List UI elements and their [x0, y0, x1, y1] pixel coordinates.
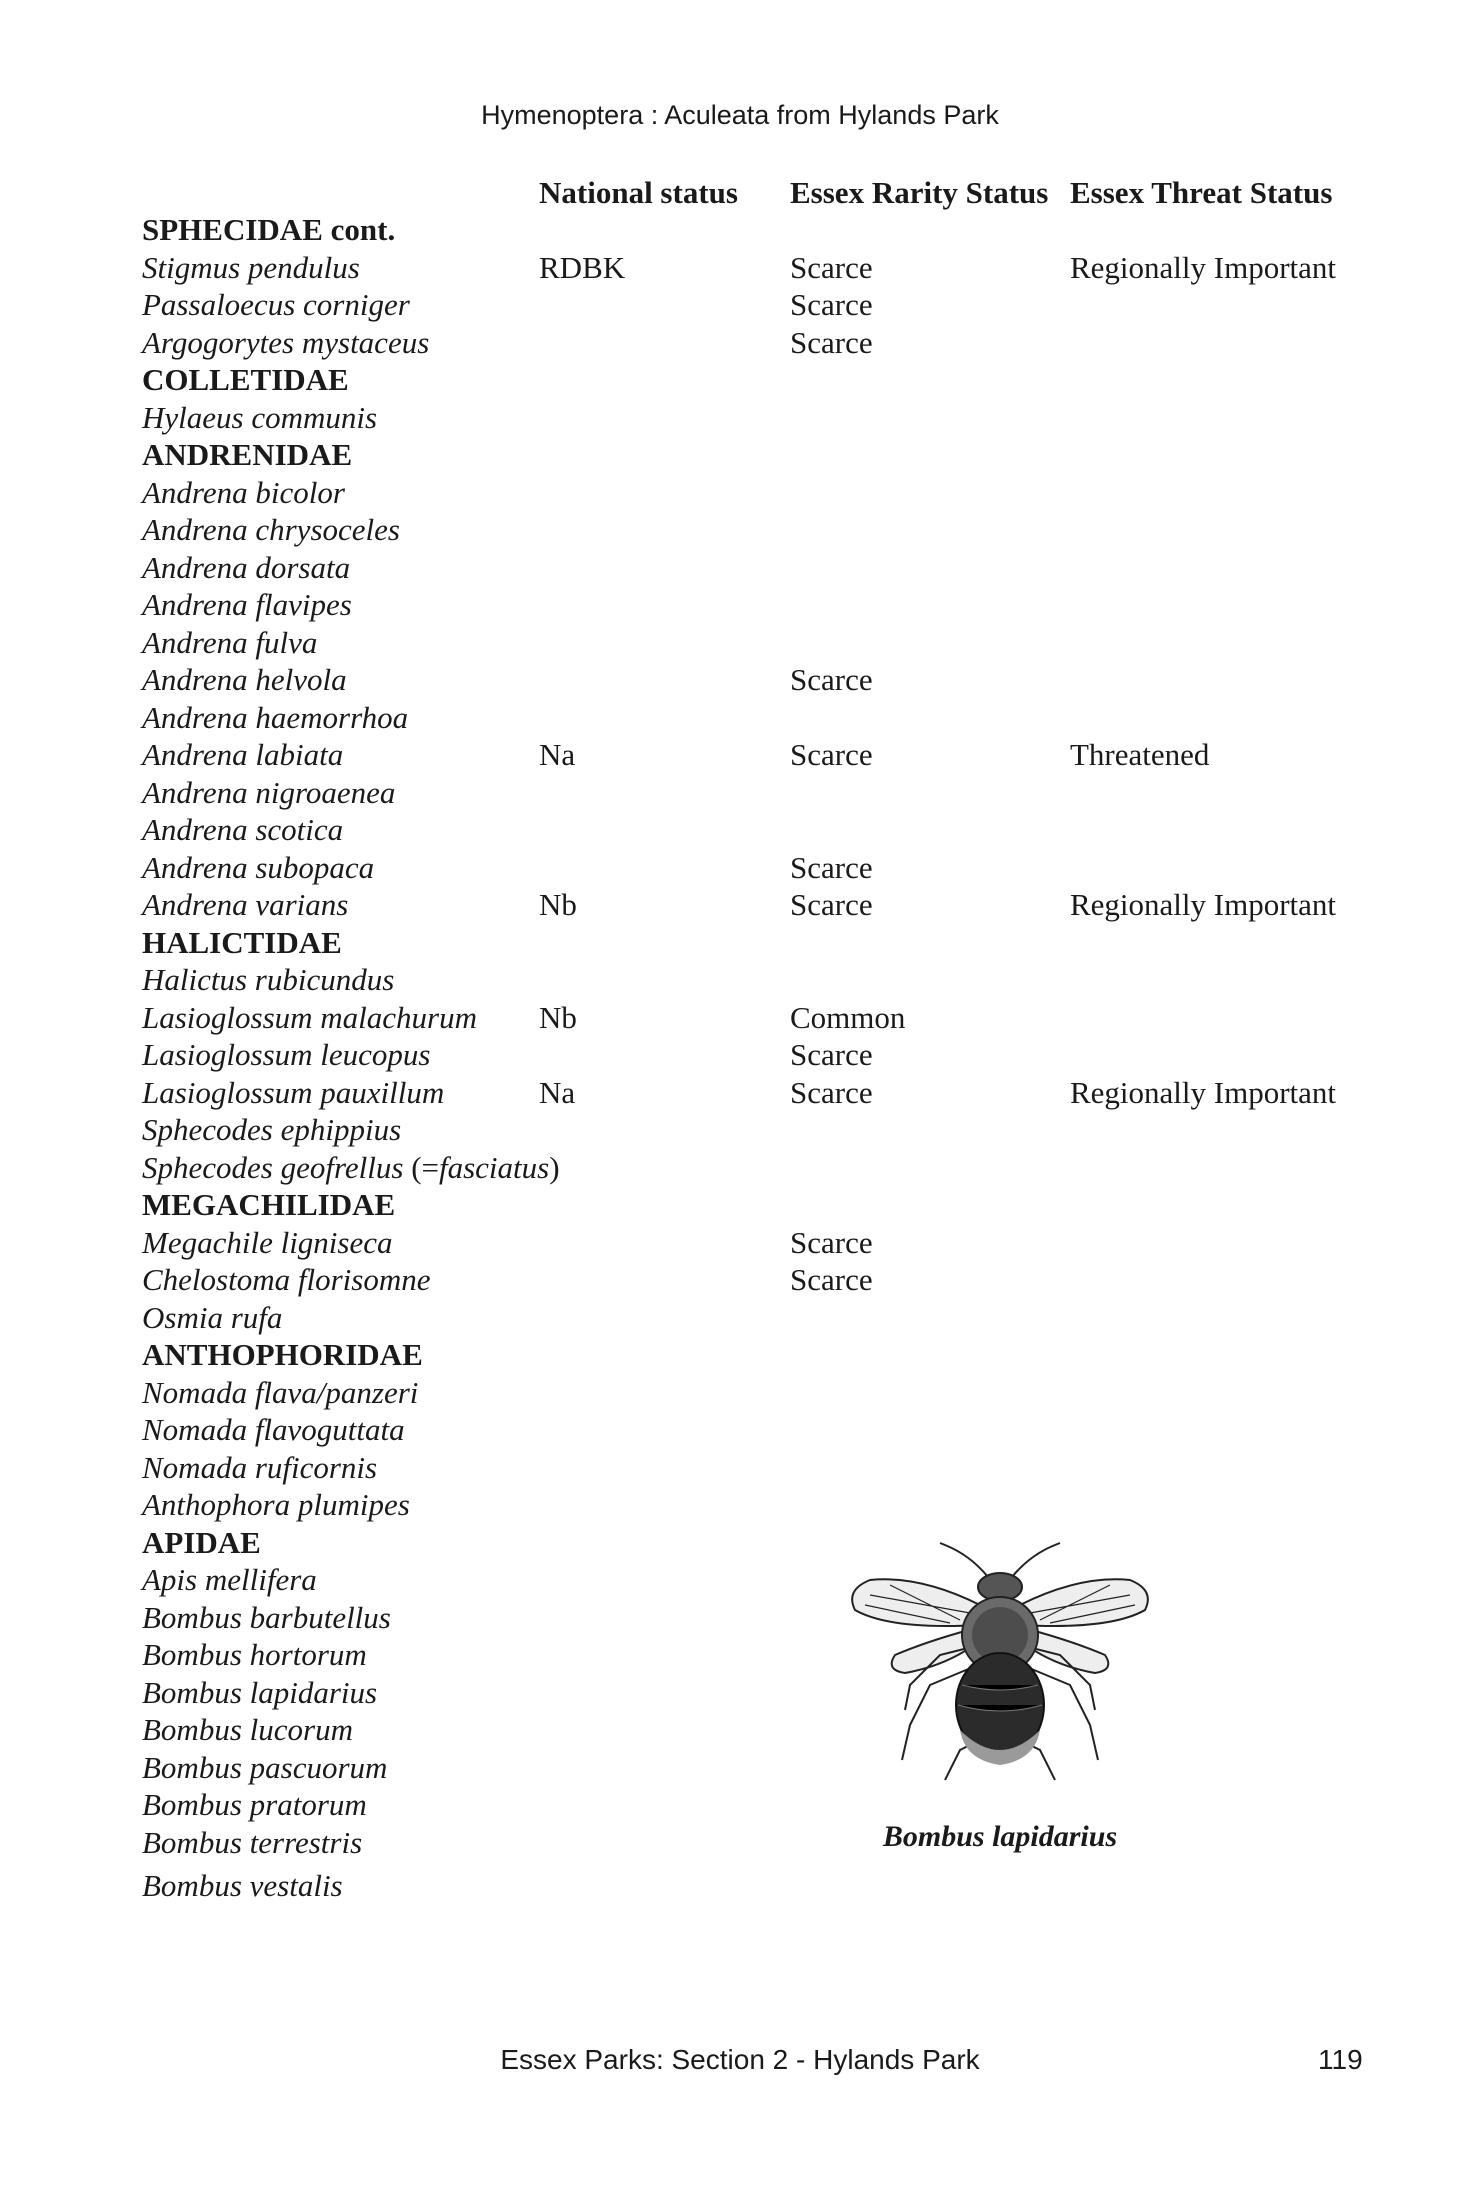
species-name: Osmia rufa — [142, 1299, 283, 1335]
species-name: Lasioglossum leucopus — [142, 1037, 431, 1072]
species-row — [142, 473, 1372, 511]
rarity-status: Scarce — [790, 1262, 873, 1297]
family-name: ANDRENIDAE — [142, 437, 353, 472]
species-row — [142, 1073, 1372, 1111]
rarity-status: Scarce — [790, 1037, 873, 1072]
species-row — [142, 810, 1372, 848]
national-status: Na — [539, 737, 576, 772]
footer-title: Essex Parks: Section 2 - Hylands Park — [500, 2044, 980, 2075]
species-row — [142, 1748, 1372, 1786]
species-name: Bombus terrestris — [142, 1824, 363, 1860]
species-name: Lasioglossum pauxillum — [142, 1074, 445, 1110]
species-row — [142, 585, 1372, 623]
species-row — [142, 1260, 1372, 1298]
page-number: 119 — [1318, 2044, 1363, 2075]
species-name: Andrena dorsata — [142, 549, 351, 585]
rarity-status: Scarce — [790, 887, 873, 922]
rarity-status: Scarce — [790, 324, 873, 360]
family-name: SPHECIDAE cont. — [142, 212, 396, 247]
family-name: COLLETIDAE — [142, 362, 349, 397]
rarity-status: Scarce — [790, 287, 873, 322]
column-header-rarity: Essex Rarity Status — [790, 175, 1049, 210]
rarity-status: Scarce — [790, 249, 873, 285]
species-name: Nomada flavoguttata — [142, 1412, 405, 1447]
national-status: RDBK — [539, 249, 626, 285]
species-row — [142, 848, 1372, 886]
species-name: Anthophora plumipes — [142, 1487, 410, 1522]
species-row — [142, 885, 1372, 923]
species-row — [142, 248, 1372, 286]
species-name: Bombus pascuorum — [142, 1749, 388, 1785]
species-row — [142, 1298, 1372, 1336]
species-name: Andrena subopaca — [142, 849, 375, 885]
species-row — [142, 548, 1372, 586]
species-name: Bombus vestalis — [142, 1868, 343, 1903]
species-name: Apis mellifera — [142, 1562, 317, 1597]
species-row — [142, 323, 1372, 361]
species-row — [142, 660, 1372, 698]
family-row — [142, 1185, 1372, 1223]
species-row — [142, 1635, 1372, 1673]
family-row — [142, 923, 1372, 961]
threat-status: Threatened — [1070, 737, 1210, 772]
family-row — [142, 1335, 1372, 1373]
species-name: Andrena fulva — [142, 624, 318, 660]
family-row — [142, 435, 1372, 473]
species-row — [142, 1710, 1372, 1748]
species-table — [142, 210, 1372, 1908]
species-row — [142, 1223, 1372, 1261]
species-row — [142, 698, 1372, 736]
column-header-national: National status — [539, 175, 738, 210]
species-row — [142, 998, 1372, 1036]
species-name: Andrena helvola — [142, 662, 347, 697]
species-name: Andrena scotica — [142, 812, 344, 847]
species-name: Bombus barbutellus — [142, 1599, 391, 1635]
family-row — [142, 360, 1372, 398]
species-row — [142, 510, 1372, 548]
species-row — [142, 398, 1372, 436]
species-row — [142, 1448, 1372, 1486]
species-row — [142, 1673, 1372, 1711]
species-name: Andrena bicolor — [142, 474, 345, 510]
family-name: MEGACHILIDAE — [142, 1187, 396, 1222]
family-name: HALICTIDAE — [142, 924, 342, 960]
species-name: Argogorytes mystaceus — [142, 324, 430, 360]
running-header: Hymenoptera : Aculeata from Hylands Park — [481, 100, 999, 130]
species-row — [142, 1560, 1372, 1598]
species-row — [142, 1035, 1372, 1073]
species-name: Lasioglossum malachurum — [142, 999, 478, 1035]
species-row — [142, 1410, 1372, 1448]
rarity-status: Scarce — [790, 849, 873, 885]
species-row — [142, 1373, 1372, 1411]
bumblebee-illustration-icon — [830, 1535, 1170, 1785]
species-row — [142, 285, 1372, 323]
rarity-status: Scarce — [790, 737, 873, 772]
species-name: Megachile ligniseca — [142, 1224, 393, 1260]
rarity-status: Scarce — [790, 1224, 873, 1260]
species-row — [142, 735, 1372, 773]
species-name: Bombus lucorum — [142, 1712, 353, 1747]
species-name: Halictus rubicundus — [142, 962, 395, 997]
species-name: Nomada flava/panzeri — [142, 1374, 419, 1410]
species-name: Andrena nigroaenea — [142, 774, 396, 810]
threat-status: Regionally Important — [1070, 887, 1337, 922]
species-name: Bombus pratorum — [142, 1787, 367, 1822]
family-name: ANTHOPHORIDAE — [142, 1337, 423, 1372]
species-row — [142, 773, 1372, 811]
species-name: Sphecodes geofrellus (=fasciatus) — [142, 1149, 560, 1185]
species-row — [142, 1785, 1372, 1823]
species-name: Sphecodes ephippius — [142, 1112, 402, 1147]
column-header-threat: Essex Threat Status — [1070, 175, 1333, 210]
species-name: Bombus hortorum — [142, 1637, 367, 1672]
threat-status: Regionally Important — [1070, 1074, 1337, 1110]
rarity-status: Scarce — [790, 662, 873, 697]
species-name: Bombus lapidarius — [142, 1674, 378, 1710]
threat-status: Regionally Important — [1070, 249, 1337, 285]
species-name: Passaloecus corniger — [142, 287, 410, 322]
species-name: Andrena haemorrhoa — [142, 699, 409, 735]
species-row — [142, 1866, 1372, 1908]
species-name: Hylaeus communis — [142, 399, 378, 435]
species-name: Stigmus pendulus — [142, 249, 360, 285]
rarity-status: Common — [790, 999, 906, 1035]
national-status: Nb — [539, 999, 577, 1035]
species-name: Andrena chrysoceles — [142, 512, 400, 547]
species-row — [142, 1110, 1372, 1148]
species-name: Andrena labiata — [142, 737, 344, 772]
species-row — [142, 1598, 1372, 1636]
species-row — [142, 1485, 1372, 1523]
species-row — [142, 960, 1372, 998]
national-status: Nb — [539, 887, 577, 922]
species-name: Andrena varians — [142, 887, 349, 922]
species-row — [142, 1148, 1372, 1186]
family-name: APIDAE — [142, 1524, 261, 1560]
species-name: Chelostoma florisomne — [142, 1262, 431, 1297]
rarity-status: Scarce — [790, 1074, 873, 1110]
national-status: Na — [539, 1074, 576, 1110]
family-row — [142, 1523, 1372, 1561]
family-row — [142, 210, 1372, 248]
species-name: Andrena flavipes — [142, 587, 352, 622]
species-row — [142, 623, 1372, 661]
figure-caption: Bombus lapidarius — [882, 1820, 1118, 1853]
species-name: Nomada ruficornis — [142, 1449, 378, 1485]
